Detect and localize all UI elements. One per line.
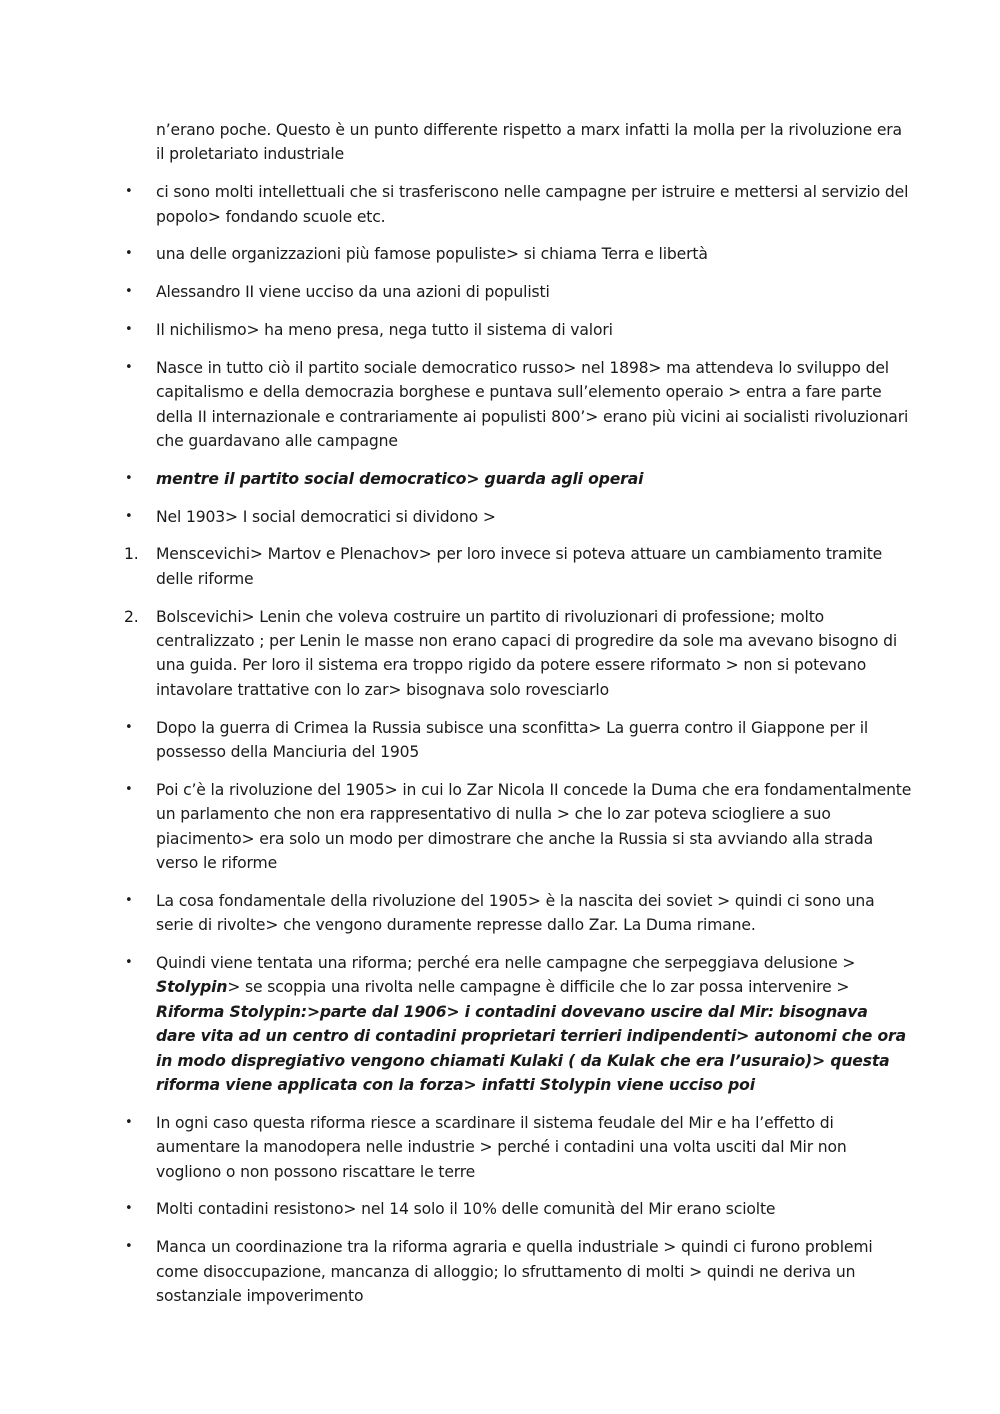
list-item: [122, 1197, 912, 1221]
text-segment-bold-italic: Stolypin: [156, 978, 228, 997]
list-item-text: [156, 954, 906, 1094]
bullet-marker: •: [125, 892, 133, 908]
paragraph-continuation: [122, 118, 912, 167]
document-body: [122, 118, 912, 1322]
bullet-marker: •: [125, 1201, 133, 1217]
bullet-marker: •: [125, 322, 133, 337]
bullet-marker: •: [125, 1114, 133, 1130]
list-item: [122, 951, 912, 1097]
list-item-text: ci sono molti intellettuali che si trasferiscono nelle campagne per istruire e mettersi al servizio del popolo> fondando scuole etc.: [156, 183, 909, 226]
list-item: [122, 1235, 912, 1308]
list-item: [122, 180, 912, 229]
numbered-item: [122, 542, 912, 591]
bullet-marker: •: [125, 719, 133, 735]
list-item-text: Il nichilismo> ha meno presa, nega tutto il sistema di valori: [156, 321, 613, 339]
list-item: [122, 356, 912, 454]
list-item-text: Nasce in tutto ciò il partito sociale democratico russo> nel 1898> ma attendeva lo sviluppo del capitalismo e della democrazia borghese e puntava sull’elemento operaio > entra a fare parte della II internazionale e contrariamente ai populisti 800’> erano più vicini ai socialisti rivoluzionari che guardavano alle campagne: [156, 358, 909, 451]
list-item: [122, 716, 912, 765]
list-item-text: una delle organizzazioni più famose populiste> si chiama Terra e libertà: [156, 245, 708, 264]
bullet-marker: •: [125, 359, 133, 375]
bullet-marker: •: [125, 1239, 133, 1255]
list-item: [122, 467, 912, 491]
bullet-marker: •: [125, 508, 133, 524]
bullet-marker: •: [125, 955, 133, 971]
list-item-text: In ogni caso questa riforma riesce a scardinare il sistema feudale del Mir e ha l’effetto di aumentare la manodopera nelle industrie > perché i contadini una volta usciti dal Mir non vogliono o non possono riscattare le terre: [156, 1113, 847, 1181]
list-item: [122, 242, 912, 266]
bullet-marker: •: [125, 470, 133, 486]
list-item: [122, 1111, 912, 1184]
list-item-text: Manca un coordinazione tra la riforma agraria e quella industriale > quindi ci furono problemi come disoccupazione, mancanza di alloggio; lo sfruttamento di molti > quindi ne deriva un sostanziale impoverimento: [156, 1238, 873, 1306]
list-item-text: La cosa fondamentale della rivoluzione del 1905> è la nascita dei soviet > quindi ci sono una serie di rivolte> che vengono duramente represse dallo Zar. La Duma rimane.: [156, 891, 875, 935]
list-item: [122, 889, 912, 938]
list-item: [122, 778, 912, 876]
numbered-item-text: Bolscevichi> Lenin che voleva costruire un partito di rivoluzionari di professione; molto centralizzato ; per Lenin le masse non erano capaci di progredire da sole ma avevano bisogno di una guida. Per loro il sistema era troppo rigido da potere essere riformato > non si potevano intavolare trattative con lo zar> bisognava solo rovesciarlo: [156, 607, 898, 699]
number-marker: 1.: [124, 545, 139, 564]
list-item-text: Nel 1903> I social democratici si dividono >: [156, 507, 496, 526]
list-item: [122, 318, 912, 342]
text-segment-bold-italic: Riforma Stolypin:>parte dal 1906> i contadini dovevano uscire dal Mir: bisognava dare vita ad un centro di contadini proprietari terrieri indipendenti> autonomi che ora in modo dispregiativo vengono chiamati Kulaki ( da Kulak che era l’usuraio)> questa riforma viene applicata con la forza> infatti Stolypin viene ucciso poi: [156, 1002, 906, 1095]
paragraph-text: n’erano poche. Questo è un punto differente rispetto a marx infatti la molla per la rivoluzione era il proletariato industriale: [156, 121, 902, 164]
bullet-marker: •: [125, 781, 133, 797]
list-item-text-bold-italic: mentre il partito social democratico> guarda agli operai: [156, 469, 644, 488]
text-segment: > se scoppia una rivolta nelle campagne è difficile che lo zar possa intervenire >: [227, 978, 850, 997]
list-item-text: Dopo la guerra di Crimea la Russia subisce una sconfitta> La guerra contro il Giappone per il possesso della Manciuria del 1905: [156, 718, 869, 762]
number-marker: 2.: [124, 607, 139, 626]
list-item-text: Molti contadini resistono> nel 14 solo il 10% delle comunità del Mir erano sciolte: [156, 1200, 776, 1219]
bullet-marker: •: [125, 246, 133, 262]
list-item: [122, 505, 912, 529]
list-item-text: Poi c’è la rivoluzione del 1905> in cui lo Zar Nicola II concede la Duma che era fondamentalmente un parlamento che non era rappresentativo di nulla > che lo zar poteva sciogliere a suo piacimento> era solo un modo per dimostrare che anche la Russia si sta avviando alla strada verso le riforme: [156, 780, 912, 873]
text-segment: Quindi viene tentata una riforma; perché era nelle campagne che serpeggiava delusione >: [156, 954, 856, 973]
list-item-text: Alessandro II viene ucciso da una azioni di populisti: [156, 283, 550, 302]
bullet-marker: •: [125, 184, 133, 200]
bullet-marker: •: [125, 284, 133, 300]
numbered-item: [122, 605, 912, 703]
numbered-item-text: Menscevichi> Martov e Plenachov> per loro invece si poteva attuare un cambiamento tramite delle riforme: [156, 545, 883, 588]
list-item: [122, 280, 912, 304]
